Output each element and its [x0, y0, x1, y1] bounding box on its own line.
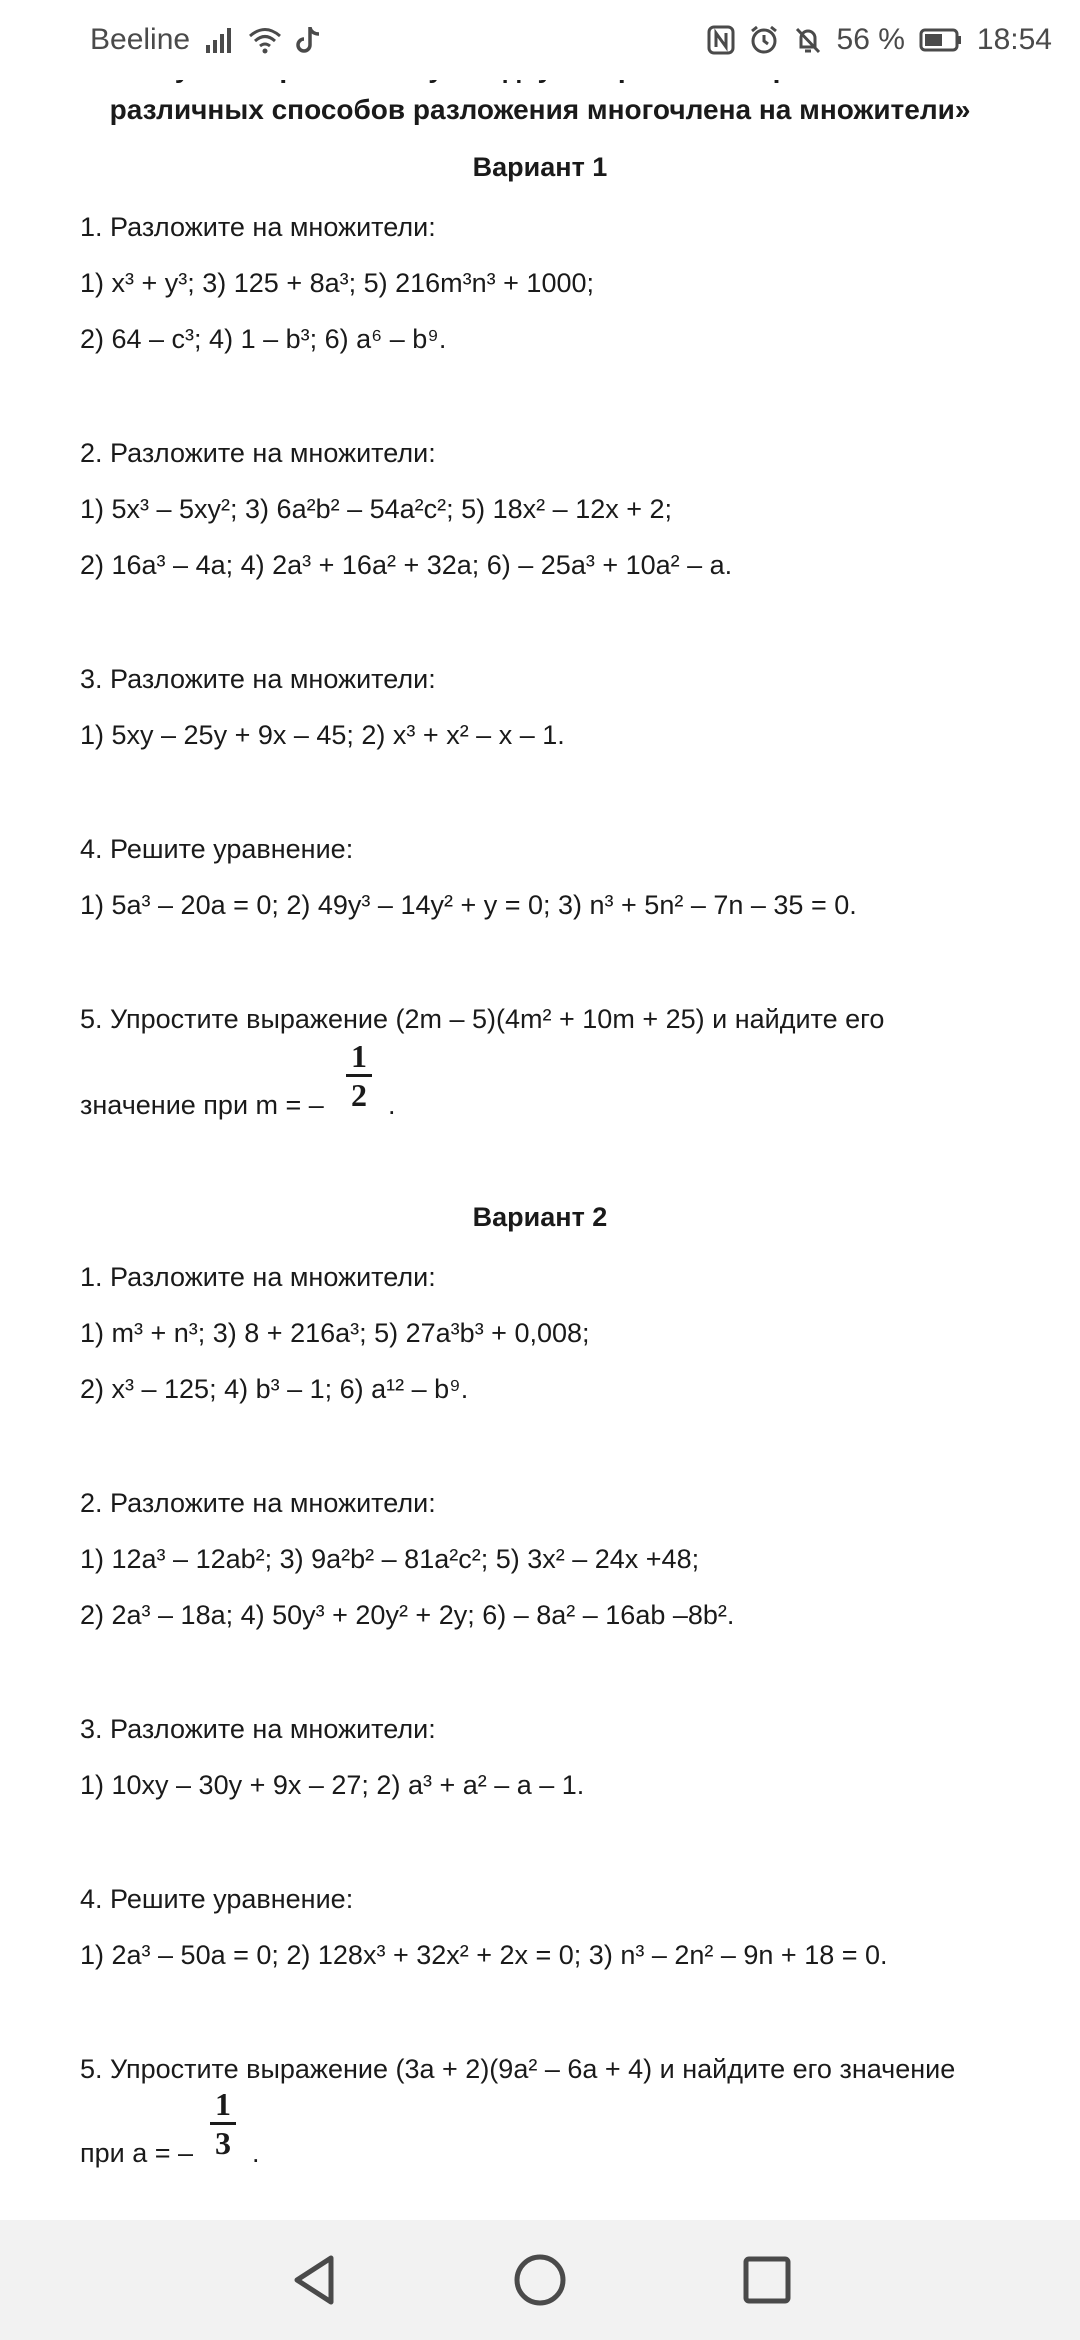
v2-fraction — [208, 2088, 238, 2159]
variant-2-heading: Вариант 2 — [472, 1202, 608, 1232]
v2-task2-title: 2. Разложите на множители: — [80, 1488, 436, 1518]
v1-task3-title: 3. Разложите на множители: — [80, 664, 436, 694]
status-bar — [0, 0, 1080, 80]
v1-task5-line1: 5. Упростите выражение (2m – 5)(4m² + 10m + 25) и найдите его — [80, 1004, 885, 1034]
clock-time: 18:54 — [976, 23, 1052, 56]
back-icon — [289, 2252, 337, 2308]
v1-task2-line1: 1) 5x³ – 5xy²; 3) 6a²b² – 54a²c²; 5) 18x² – 12x + 2; — [80, 494, 673, 524]
v2-fraction-denominator: 3 — [215, 2125, 231, 2161]
tiktok-icon — [296, 25, 322, 55]
home-icon — [512, 2252, 568, 2308]
home-button[interactable] — [495, 2235, 585, 2325]
v2-task2-line1: 1) 12a³ – 12ab²; 3) 9a²b² – 81a²c²; 5) 3x² – 24x +48; — [80, 1544, 700, 1574]
v2-task5-line1: 5. Упростите выражение (3a + 2)(9a² – 6a + 4) и найдите его значение — [80, 2054, 956, 2084]
back-button[interactable] — [268, 2235, 358, 2325]
carrier-name: Beeline — [90, 23, 191, 56]
battery-icon — [919, 27, 963, 53]
v1-task2-line2: 2) 16a³ – 4a; 4) 2a³ + 16a² + 32a; 6) – 25a³ + 10a² – a. — [80, 550, 733, 580]
v2-task5-line2: при a = – — [80, 2138, 194, 2168]
v2-fraction-numerator: 1 — [215, 2086, 231, 2122]
battery-percent: 56 % — [836, 23, 905, 56]
v2-task1-line2: 2) x³ – 125; 4) b³ – 1; 6) a¹² – b⁹. — [80, 1374, 469, 1404]
v1-task4-line1: 1) 5a³ – 20a = 0; 2) 49y³ – 14y² + y = 0; 3) n³ + 5n² – 7n – 35 = 0. — [80, 890, 857, 920]
recents-button[interactable] — [722, 2235, 812, 2325]
signal-icon — [204, 25, 234, 55]
wifi-icon — [248, 25, 282, 55]
nfc-icon — [707, 25, 735, 55]
v1-task1-line2: 2) 64 – c³; 4) 1 – b³; 6) a⁶ – b⁹. — [80, 324, 447, 354]
v2-task1-line1: 1) m³ + n³; 3) 8 + 216a³; 5) 27a³b³ + 0,008; — [80, 1318, 590, 1348]
v1-task1-title: 1. Разложите на множители: — [80, 212, 436, 242]
v2-task4-line1: 1) 2a³ – 50a = 0; 2) 128x³ + 32x² + 2x = 0; 3) n³ – 2n² – 9n + 18 = 0. — [80, 1940, 888, 1970]
v2-task3-title: 3. Разложите на множители: — [80, 1714, 436, 1744]
navigation-bar — [0, 2220, 1080, 2340]
variant-1-heading: Вариант 1 — [472, 152, 608, 182]
v2-task2-line2: 2) 2a³ – 18a; 4) 50y³ + 20y² + 2y; 6) – 8a² – 16ab –8b². — [80, 1600, 735, 1630]
v1-fraction-numerator: 1 — [351, 1038, 367, 1074]
v1-fraction-suffix: . — [388, 1090, 396, 1120]
v1-fraction-denominator: 2 — [351, 1077, 367, 1113]
bell-off-icon — [793, 25, 823, 55]
v2-task1-title: 1. Разложите на множители: — [80, 1262, 436, 1292]
title-line: различных способов разложения многочлена на множители» — [109, 94, 971, 125]
v1-task1-line1: 1) x³ + y³; 3) 125 + 8a³; 5) 216m³n³ + 1000; — [80, 268, 595, 298]
v2-fraction-suffix: . — [252, 2138, 260, 2168]
recents-icon — [741, 2254, 793, 2306]
v1-fraction — [344, 1040, 374, 1111]
v1-task2-title: 2. Разложите на множители: — [80, 438, 436, 468]
v1-task3-line1: 1) 5xy – 25y + 9x – 45; 2) x³ + x² – x – 1. — [80, 720, 565, 750]
v1-task5-line2: значение при m = – — [80, 1090, 324, 1120]
v2-task3-line1: 1) 10xy – 30y + 9x – 27; 2) a³ + a² – a – 1. — [80, 1770, 585, 1800]
alarm-icon — [749, 25, 779, 55]
v1-task4-title: 4. Решите уравнение: — [80, 834, 354, 864]
v2-task4-title: 4. Решите уравнение: — [80, 1884, 354, 1914]
